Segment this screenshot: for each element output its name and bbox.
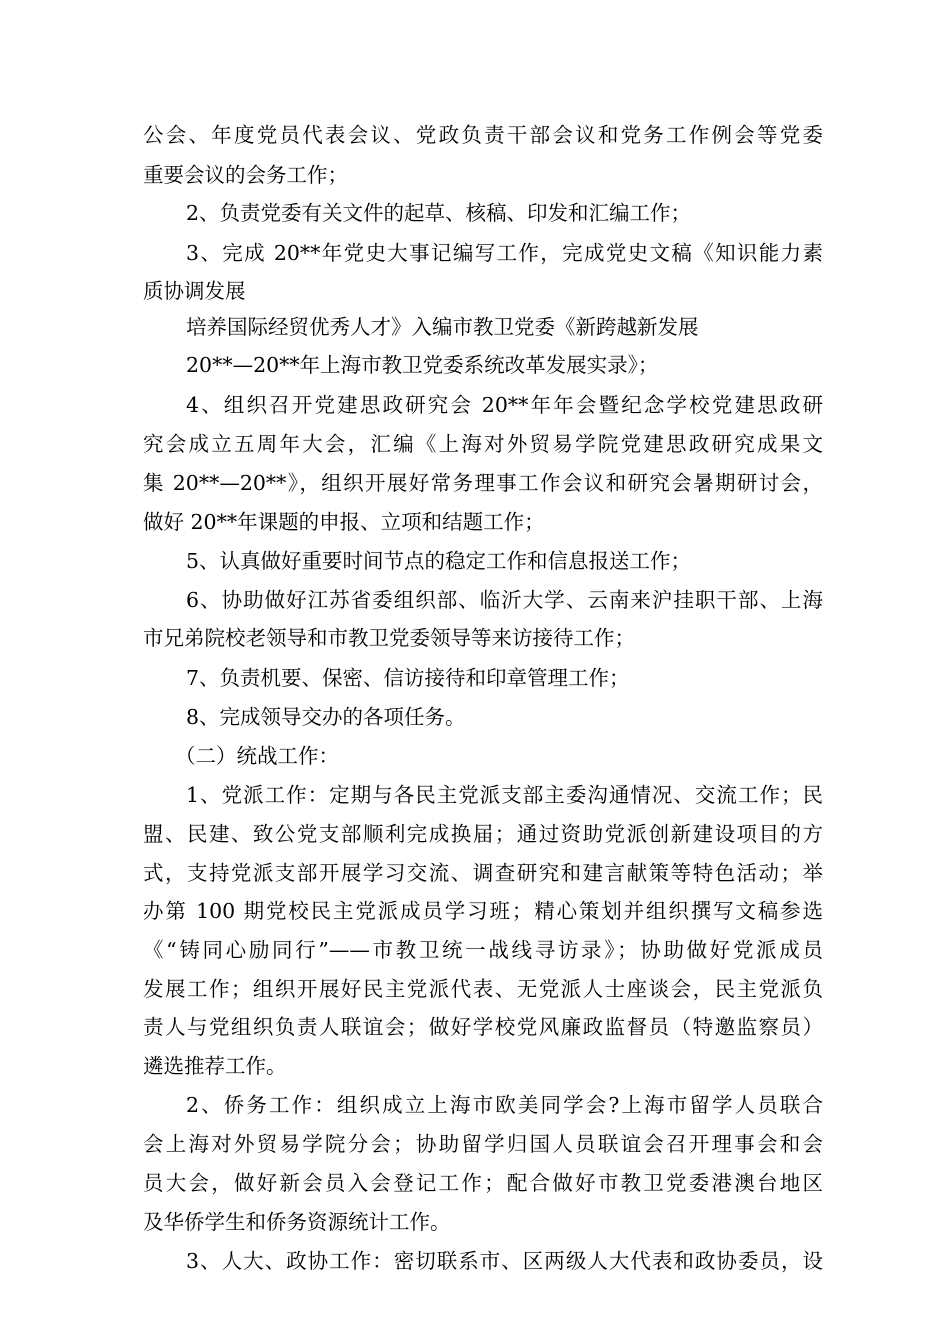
text-line: 盟、民建、致公党支部顺利完成换届；通过资助党派创新建设项目的方: [143, 822, 823, 846]
text-line: 市兄弟院校老领导和市教卫党委领导等来访接待工作；: [143, 626, 635, 650]
text-line: 责人与党组织负责人联谊会；做好学校党风廉政监督员（特邀监察员）: [143, 1015, 823, 1039]
text-line: 3、完成 20**年党史大事记编写工作，完成党史文稿《知识能力素: [186, 241, 823, 265]
text-line: 《“铸同心励同行”——市教卫统一战线寻访录》；协助做好党派成员: [143, 938, 823, 962]
section-heading: （二）统战工作：: [175, 744, 339, 768]
text-line: 7、负责机要、保密、信访接待和印章管理工作；: [186, 666, 630, 690]
text-line: 4、组织召开党建思政研究会 20**年年会暨纪念学校党建思政研: [186, 393, 823, 417]
text-line: 会上海对外贸易学院分会；协助留学归国人员联谊会召开理事会和会: [143, 1132, 823, 1156]
text-line: 质协调发展: [143, 279, 246, 303]
text-line: 集 20**—20**》，组织开展好常务理事工作会议和研究会暑期研讨会，: [143, 471, 823, 495]
text-line: 8、完成领导交办的各项任务。: [186, 705, 466, 729]
text-line: 20**—20**年上海市教卫党委系统改革发展实录》；: [186, 353, 659, 377]
text-line: 遴选推荐工作。: [143, 1054, 287, 1078]
text-line: 做好 20**年课题的申报、立项和结题工作；: [143, 510, 545, 534]
text-line: 6、协助做好江苏省委组织部、临沂大学、云南来沪挂职干部、上海: [186, 588, 823, 612]
text-line: 3、人大、政协工作：密切联系市、区两级人大代表和政协委员，设: [186, 1249, 823, 1273]
text-line: 2、侨务工作：组织成立上海市欧美同学会?上海市留学人员联合: [186, 1093, 823, 1117]
text-line: 重要会议的会务工作；: [143, 163, 348, 187]
text-line: 培养国际经贸优秀人才》入编市教卫党委《新跨越新发展: [186, 315, 699, 339]
text-line: 办第 100 期党校民主党派成员学习班；精心策划并组织撰写文稿参选: [143, 899, 823, 923]
text-line: 2、负责党委有关文件的起草、核稿、印发和汇编工作；: [186, 201, 692, 225]
text-line: 员大会，做好新会员入会登记工作；配合做好市教卫党委港澳台地区: [143, 1171, 823, 1195]
text-line: 1、党派工作：定期与各民主党派支部主委沟通情况、交流工作；民: [186, 783, 823, 807]
text-line: 5、认真做好重要时间节点的稳定工作和信息报送工作；: [186, 549, 692, 573]
text-line: 公会、年度党员代表会议、党政负责干部会议和党务工作例会等党委: [143, 123, 823, 147]
text-line: 发展工作；组织开展好民主党派代表、无党派人士座谈会，民主党派负: [143, 977, 823, 1001]
text-line: 究会成立五周年大会，汇编《上海对外贸易学院党建思政研究成果文: [143, 432, 823, 456]
text-line: 式，支持党派支部开展学习交流、调查研究和建言献策等特色活动；举: [143, 861, 823, 885]
text-line: 及华侨学生和侨务资源统计工作。: [143, 1210, 451, 1234]
